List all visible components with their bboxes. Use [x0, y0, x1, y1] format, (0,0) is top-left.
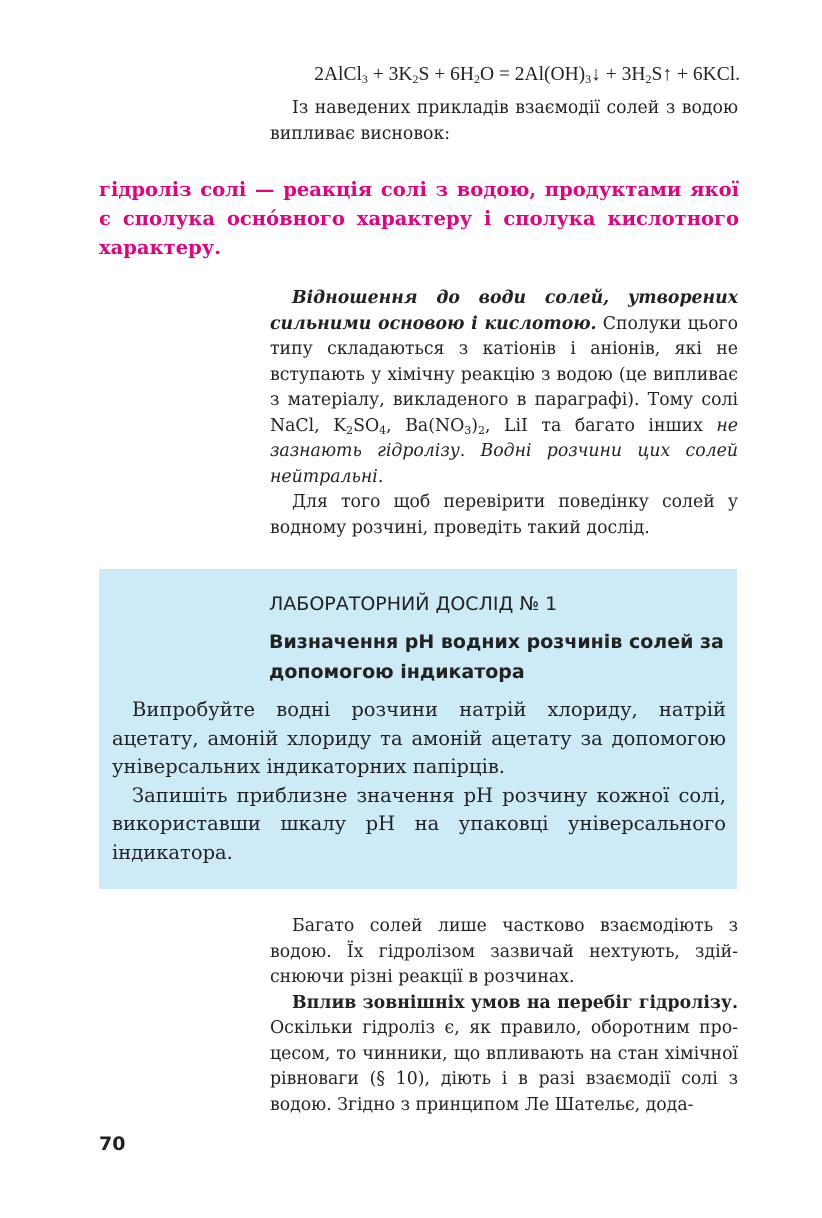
influence-paragraph: Вплив зовнішніх умов на перебіг гідролізу. Оскільки гідроліз є, як правило, оборотним процесом, то чинники, що впливають на стан хімічної рівноваги (§ 10), діють і в разі взаємодії солі з водою. Згідно з принципом Ле Шательє, дода- — [270, 992, 738, 1115]
check-paragraph: Для того щоб перевірити поведінку солей у водному розчині, проведіть такий дослід. — [270, 492, 738, 538]
hydrolysis-definition: гідроліз солі — реакція солі з водою, продуктами якої є сполука оснóвного характеру і сполука кислотного характеру. — [99, 178, 739, 259]
lab-title: ЛАБОРАТОРНИЙ ДОСЛІД № 1 — [269, 593, 558, 615]
partial-hydrolysis-paragraph: Багато солей лише частково взаємодіють з водою. Їх гідролізом зазвичай нехтують, здійснюючи різні реакції в розчинах. — [270, 916, 738, 987]
intro-paragraph: Із наведених прикладів взаємодії солей з водою випливає висновок: — [270, 98, 738, 144]
hydrolysis-equation: 2AlCl$_3$ + $3K_2S + 6H_2O$ = $2Al(OH)_3↓$ + $3H_2S↑ + 6KCl$. — [314, 64, 740, 86]
page-number: 70 — [99, 1133, 126, 1155]
lab-paragraph: Запишіть приблизне значення pH розчину кожної солі, використавши шкалу pH на упаковці універсального індикатора. — [112, 783, 726, 864]
strong-salts-paragraph: Відношення до води солей, утворених сильними основою і кислотою. Сполуки цього типу складаються з катіонів і аніонів, які не вступають у хімічну реакцію з водою (це випливає з матеріалу, викладеного в параграфі). Тому солі NaCl, $K_2SO_4$, $Ba(NO_3)_2$, LiI та багато інших не зазнають гідролізу. Водні розчини цих солей нейтральні. — [270, 288, 738, 487]
strong-salts-heading: Відношення до води солей, утворених сильними основою і кислотою. — [270, 288, 738, 334]
lab-experiment-box — [99, 569, 737, 889]
lab-instructions — [112, 696, 726, 867]
influence-heading: Вплив зовнішніх умов на перебіг гідролізу. — [292, 992, 738, 1013]
lab-paragraph: Випробуйте водні розчини натрій хлориду, натрій ацетату, амоній хлориду та амоній ацетату за допомогою універсальних індикаторних папірців. — [112, 698, 726, 778]
lab-subtitle: Визначення pH водних розчинів солей за допомогою індикатора — [269, 631, 724, 683]
